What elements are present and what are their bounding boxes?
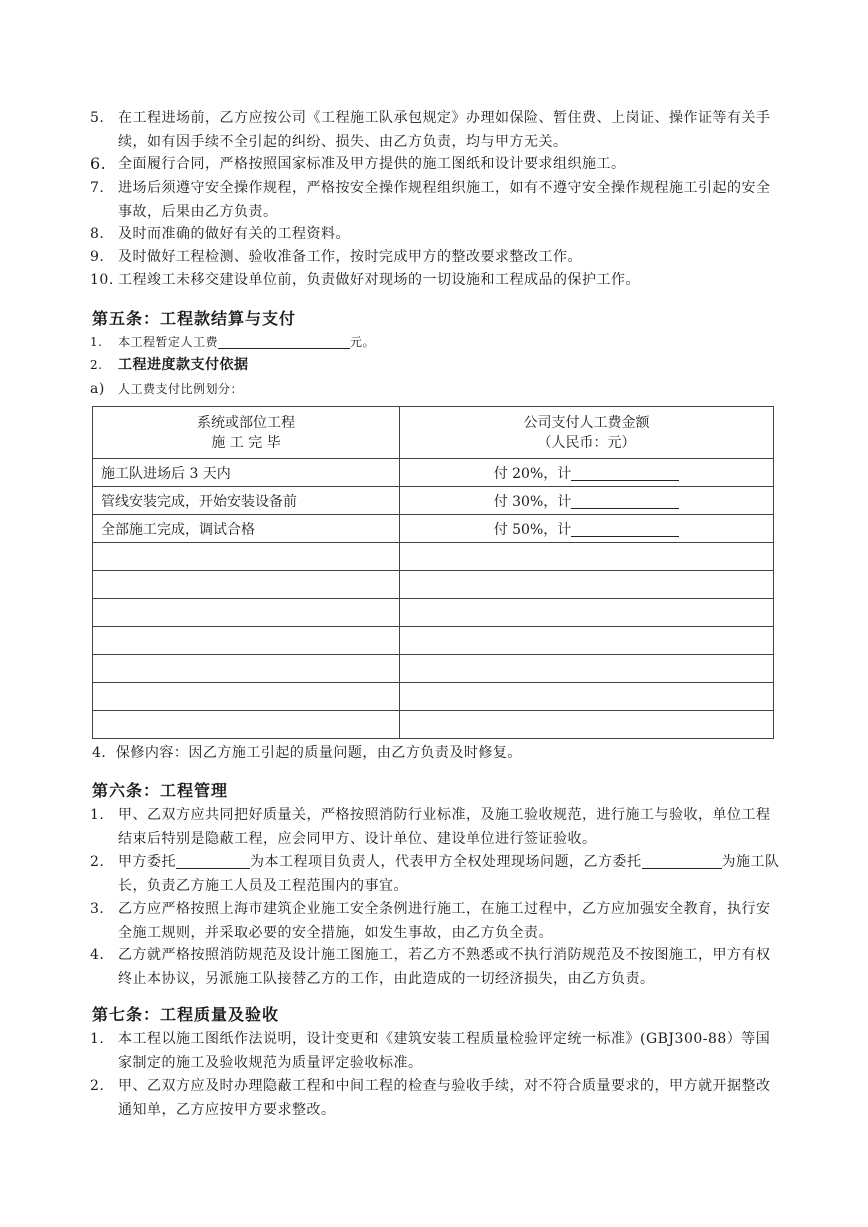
empty-cell: [400, 543, 774, 571]
section-7-item-1: [90, 1027, 780, 1075]
warranty-clause: 4．保修内容：因乙方施工引起的质量问题，由乙方负责及时修复。: [92, 745, 522, 761]
delegate-role-text: 为施工队长，负责乙方施工人员及工程范围内的事宜。: [118, 854, 780, 894]
item-number: 5.: [90, 110, 105, 126]
empty-row: [93, 711, 774, 739]
empty-cell: [93, 711, 400, 739]
item-text: 及时而准确的做好有关的工程资料。: [118, 226, 350, 242]
party-b-delegate-blank: [642, 852, 722, 869]
row-amount-text: 付 20%，计: [493, 465, 572, 482]
section-5-item-a: [90, 377, 780, 401]
empty-cell: [400, 571, 774, 599]
header-cell-work: [93, 407, 400, 459]
empty-cell: [93, 543, 400, 571]
item-text: 工程竣工未移交建设单位前，负责做好对现场的一切设施和工程成品的保护工作。: [118, 272, 640, 288]
item-text: 甲、乙双方应共同把好质量关，严格按照消防行业标准，及施工验收规范，进行施工与验收，单位工程结束后特别是隐蔽工程，应会同甲方、设计单位、建设单位进行签证验收。: [118, 807, 771, 847]
section-5-item-1: [90, 330, 780, 354]
payment-ratio-table: [92, 406, 774, 739]
section-6-item-1: [90, 803, 780, 851]
row-amount: [400, 515, 774, 543]
section-7-item-2: [90, 1074, 780, 1122]
item-number: 2.: [90, 1078, 105, 1094]
section-7-heading: 第七条：工程质量及验收: [92, 1005, 280, 1024]
empty-cell: [400, 655, 774, 683]
item-number: 8.: [90, 226, 105, 242]
clause-4-item-10: [90, 268, 780, 292]
row-amount: [400, 487, 774, 515]
item-text: 甲、乙双方应及时办理隐蔽工程和中间工程的检查与验收手续，对不符合质量要求的，甲方就开据整改通知单，乙方应按甲方要求整改。: [118, 1078, 771, 1118]
item-text: 及时做好工程检测、验收准备工作，按时完成甲方的整改要求整改工作。: [118, 249, 582, 265]
empty-row: [93, 571, 774, 599]
row-stage: 全部施工完成，调试合格: [93, 515, 400, 543]
section-5-heading: 第五条：工程款结算与支付: [92, 309, 297, 328]
item-number: 9.: [90, 249, 105, 265]
item-number: a): [90, 381, 105, 397]
item-text: [90, 850, 780, 898]
row-stage: 管线安装完成，开始安装设备前: [93, 487, 400, 515]
item-text: 乙方应严格按照上海市建筑企业施工安全条例进行施工，在施工过程中，乙方应加强安全教育，执行安全施工规则，并采取必要的安全措施，如发生事故，由乙方负全责。: [118, 901, 771, 941]
empty-cell: [400, 683, 774, 711]
header-cell-amount: [400, 407, 774, 459]
item-text: 人工费支付比例划分：: [118, 382, 244, 396]
header-amount-line2: （人民币：元）: [537, 434, 636, 451]
item-number: 2.: [90, 854, 105, 870]
item-text: 全面履行合同，严格按照国家标准及甲方提供的施工图纸和设计要求组织施工。: [118, 156, 626, 172]
amount-blank: [571, 464, 679, 481]
empty-cell: [400, 711, 774, 739]
delegate-b-label: 为本工程项目负责人，代表甲方全权处理现场问题，乙方委托: [250, 854, 642, 870]
item-number: 10.: [90, 272, 114, 288]
item-text: 在工程进场前，乙方应按公司《工程施工队承包规定》办理如保险、暂住费、上岗证、操作证等有关手续，如有因手续不全引起的纠纷、损失、由乙方负责，均与甲方无关。: [118, 110, 771, 150]
labor-fee-blank: [218, 332, 350, 349]
empty-cell: [93, 655, 400, 683]
clause-4-item-8: [90, 222, 780, 246]
row-amount-text: 付 50%，计: [493, 521, 572, 538]
clause-4-item-5: [90, 106, 780, 154]
table-row: [93, 515, 774, 543]
header-work-line2: 施 工 完 毕: [211, 434, 281, 451]
empty-cell: [93, 571, 400, 599]
table-row: [93, 459, 774, 487]
header-work-line1: 系统或部位工程: [197, 414, 295, 431]
section-6-item-2: [90, 850, 780, 898]
section-6-item-4: [90, 943, 780, 991]
item-text: 进场后须遵守安全操作规程，严格按安全操作规程组织施工，如有不遵守安全操作规程施工引起的安全事故，后果由乙方负责。: [118, 180, 771, 220]
clause-4-item-7: [90, 176, 780, 224]
clause-4-item-6: [90, 152, 780, 176]
table-header-row: [93, 407, 774, 459]
amount-blank: [571, 520, 679, 537]
empty-row: [93, 683, 774, 711]
empty-row: [93, 627, 774, 655]
table-row: [93, 487, 774, 515]
item-text: 工程进度款支付依据: [118, 357, 249, 373]
empty-cell: [400, 627, 774, 655]
empty-cell: [93, 599, 400, 627]
empty-cell: [93, 627, 400, 655]
section-6-heading: 第六条：工程管理: [92, 781, 229, 800]
item-text: 乙方就严格按照消防规范及设计施工图施工，若乙方不熟悉或不执行消防规范及不按图施工，甲方有权终止本协议，另派施工队接替乙方的工作，由此造成的一切经济损失，由乙方负责。: [118, 947, 771, 987]
row-stage: 施工队进场后 3 天内: [93, 459, 400, 487]
row-amount: [400, 459, 774, 487]
empty-row: [93, 599, 774, 627]
item-number: 1.: [90, 1031, 105, 1047]
clause-4-item-9: [90, 245, 780, 269]
item-text: [90, 330, 780, 354]
empty-row: [93, 543, 774, 571]
row-amount-text: 付 30%，计: [493, 493, 572, 510]
header-amount-line1: 公司支付人工费金额: [523, 414, 650, 431]
section-6-item-3: [90, 897, 780, 945]
delegate-a-label: 甲方委托: [118, 854, 176, 870]
empty-cell: [400, 599, 774, 627]
item-number: 1.: [90, 335, 103, 349]
empty-cell: [93, 683, 400, 711]
labor-fee-label: 本工程暂定人工费: [118, 335, 219, 349]
empty-row: [93, 655, 774, 683]
item-number: 7.: [90, 180, 105, 196]
party-a-delegate-blank: [176, 852, 250, 869]
item-number: 6.: [90, 154, 107, 173]
item-number: 1.: [90, 807, 105, 823]
section-5-item-2: [90, 353, 780, 377]
item-text: 本工程以施工图纸作法说明，设计变更和《建筑安装工程质量检验评定统一标准》(GBJ300-88）等国家制定的施工及验收规范为质量评定验收标准。: [118, 1031, 771, 1071]
item-number: 2.: [90, 358, 103, 372]
labor-fee-unit: 元。: [350, 335, 376, 349]
amount-blank: [571, 492, 679, 509]
item-number: 3.: [90, 901, 105, 917]
item-number: 4.: [90, 947, 105, 963]
